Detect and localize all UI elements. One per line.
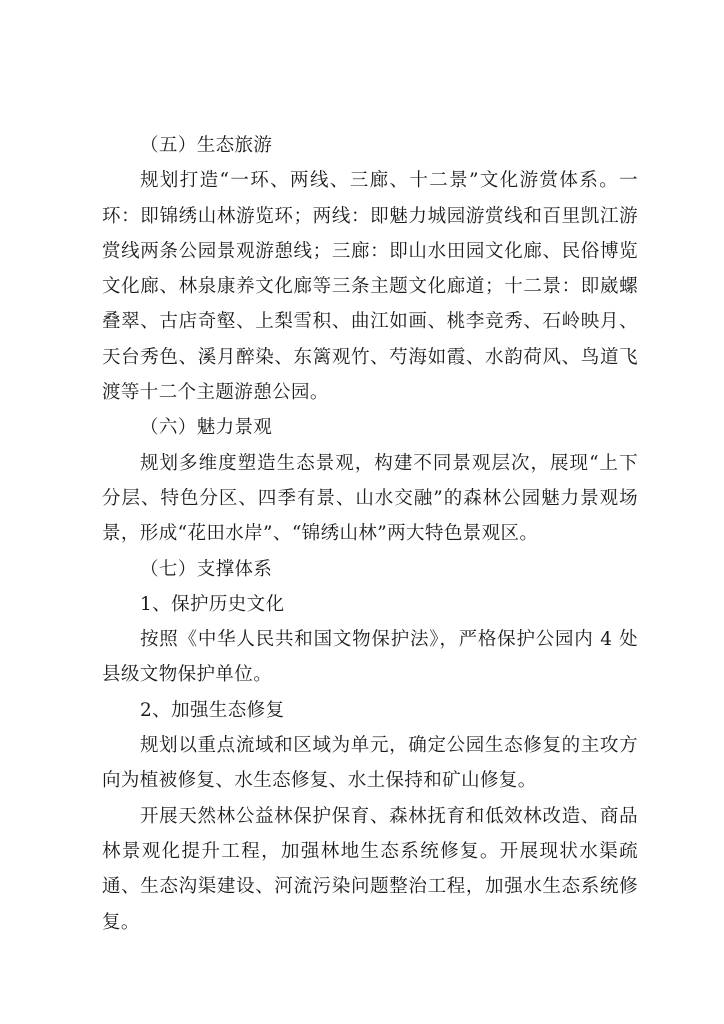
subsection-title-history-culture: 1、保护历史文化	[140, 593, 285, 615]
paragraph-heritage-protection: 按照《中华人民共和国文物保护法》，严格保护公园内 4 处县级文物保护单位。	[102, 629, 638, 686]
paragraph-restoration-projects: 开展天然林公益林保护保育、森林抚育和低效林改造、商品林景观化提升工程，加强林地生态系统修复。开展现状水渠疏通、生态沟渠建设、河流污染问题整治工程，加强水生态系统修复。	[102, 805, 638, 933]
subsection-title-ecological-restoration: 2、加强生态修复	[140, 699, 285, 721]
paragraph-tourism-system: 规划打造“一环、两线、三廊、十二景”文化游赏体系。一环：即锦绣山林游览环；两线：即魅力城园游赏线和百里凯江游赏线两条公园景观游憩线；三廊：即山水田园文化廊、民俗博览文化廊、林泉康养文化廊等三条主题文化廊道；十二景：即崴螺叠翠、古店奇壑、上梨雪积、曲江如画、桃李竞秀、石岭映月、天台秀色、溪月醉染、东篱观竹、芍海如霞、水韵荷风、鸟道飞渡等十二个主题游憩公园。	[102, 170, 638, 404]
section-heading-landscape: （六）魅力景观	[140, 417, 273, 439]
paragraph-restoration-direction: 规划以重点流域和区域为单元，确定公园生态修复的主攻方向为植被修复、水生态修复、水土保持和矿山修复。	[102, 735, 638, 792]
paragraph-landscape: 规划多维度塑造生态景观，构建不同景观层次，展现“上下分层、特色分区、四季有景、山水交融”的森林公园魅力景观场景，形成“花田水岸”、“锦绣山林”两大特色景观区。	[102, 452, 638, 545]
document-body	[102, 128, 638, 940]
section-heading-support-system: （七）支撑体系	[140, 558, 273, 580]
section-heading-tourism: （五）生态旅游	[140, 135, 273, 156]
